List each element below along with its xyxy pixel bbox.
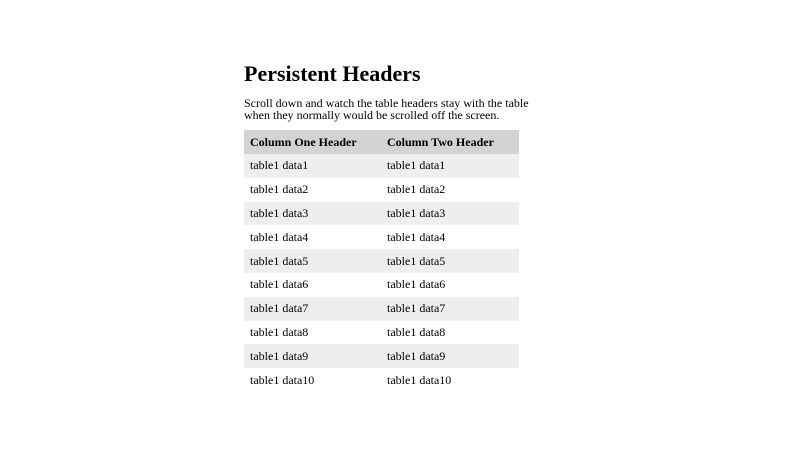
table-body: [244, 154, 519, 392]
table-cell: table1 data4: [387, 229, 446, 244]
table-row: [244, 178, 519, 202]
table-cell: table1 data9: [244, 344, 381, 368]
page-description: Scroll down and watch the table headers stay with the table when they normally would be scrolled off the screen.: [244, 96, 529, 122]
table-row: [244, 368, 519, 392]
table-cell: table1 data3: [381, 202, 519, 226]
table-cell: table1 data7: [381, 297, 519, 321]
column-header: Column One Header: [244, 130, 381, 154]
table-cell: table1 data10: [387, 372, 452, 387]
table-row: [244, 202, 519, 226]
table-row: [244, 249, 519, 273]
table-row: [244, 344, 519, 368]
table-row: [244, 297, 519, 321]
table-cell: table1 data2: [387, 182, 446, 197]
table-row: [244, 154, 519, 178]
column-header: Column Two Header: [381, 130, 519, 154]
table-cell: table1 data4: [250, 229, 309, 244]
table-cell: table1 data1: [381, 154, 519, 178]
table-cell: table1 data10: [250, 372, 315, 387]
table-cell: table1 data8: [250, 324, 309, 339]
table-cell: table1 data5: [244, 249, 381, 273]
table-cell: table1 data6: [387, 277, 446, 292]
table-cell: table1 data1: [244, 154, 381, 178]
table-cell: table1 data3: [244, 202, 381, 226]
page-content: [244, 58, 544, 392]
table-cell: table1 data8: [387, 324, 446, 339]
table-row: [244, 321, 519, 345]
table-cell: table1 data2: [250, 182, 309, 197]
table-header-row: [244, 130, 519, 154]
table-row: [244, 225, 519, 249]
table-row: [244, 273, 519, 297]
table-cell: table1 data9: [381, 344, 519, 368]
page-title: Persistent Headers: [244, 61, 421, 86]
table-cell: table1 data5: [381, 249, 519, 273]
data-table: [244, 130, 519, 392]
table-cell: table1 data7: [244, 297, 381, 321]
table-cell: table1 data6: [250, 277, 309, 292]
